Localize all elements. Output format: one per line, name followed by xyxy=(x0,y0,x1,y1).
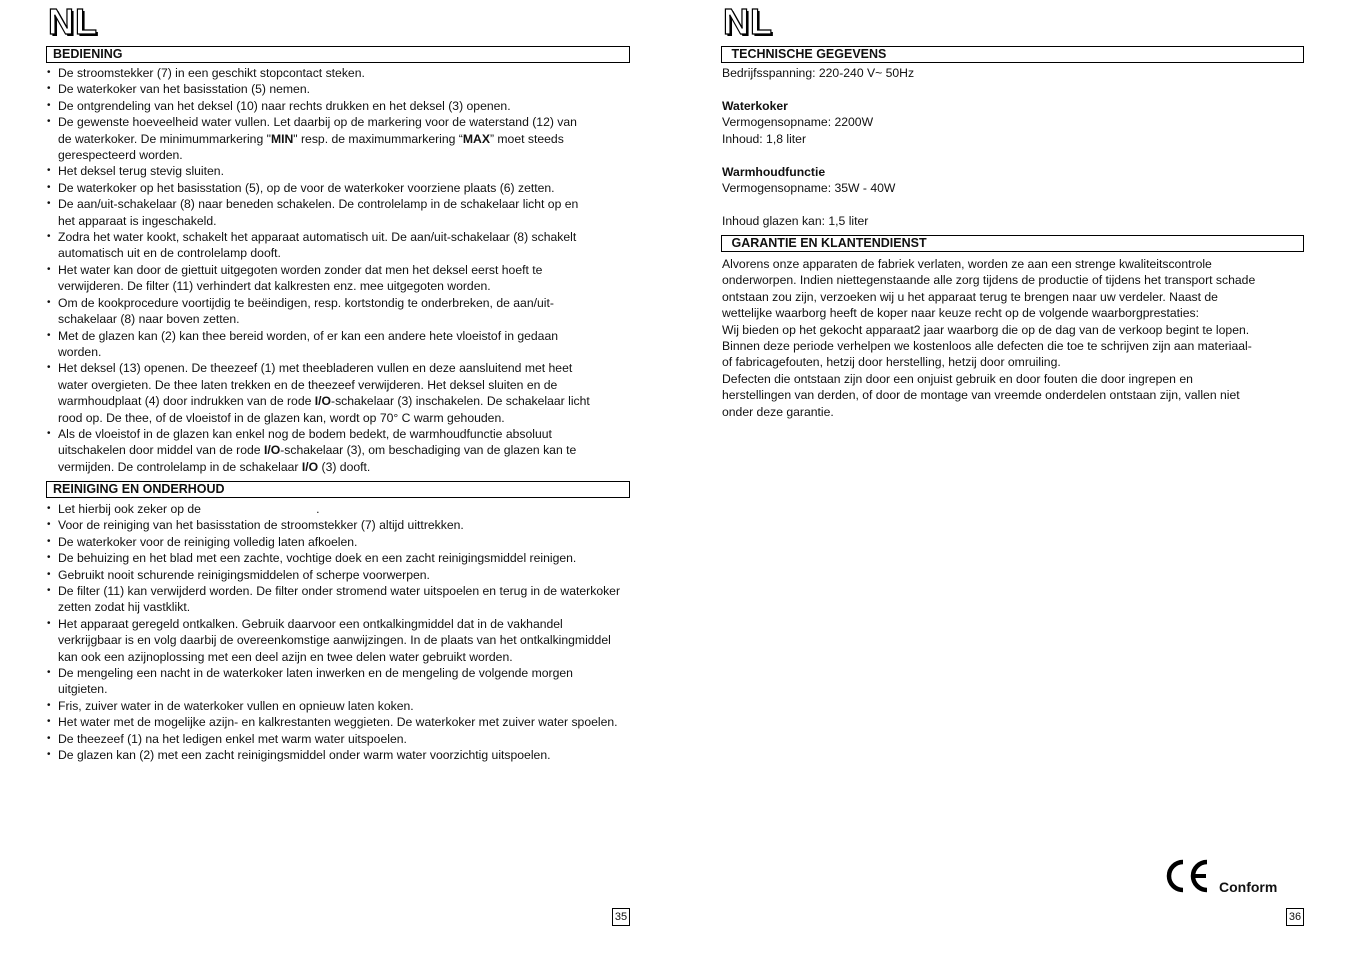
list-item: • De filter (11) kan verwijderd worden. De filter onder stromend water uitspoelen en terug in de waterkoker zetten zodat hij vastklikt. xyxy=(46,583,622,616)
page-number: 35 xyxy=(612,908,630,926)
list-item: • Het deksel terug stevig sluiten. xyxy=(46,163,630,179)
jug-capacity-text: Inhoud glazen kan: 1,5 liter xyxy=(722,214,869,228)
language-label: NL xyxy=(48,1,98,42)
section-heading-technische-gegevens: TECHNISCHE GEGEVENS xyxy=(721,46,1304,63)
section-heading-garantie: GARANTIE EN KLANTENDIENST xyxy=(721,235,1304,252)
list-item: • Het deksel (13) openen. De theezeef (1) met theebladeren vullen en deze aansluitend met heet water overgieten. De thee laten trekken en de theezeef verwijderen. Het deksel sluiten en de warmhoudplaat (4) door indrukken van de rode I/O-schakelaar (3) inschakelen. De schakelaar licht rood op. De thee, of de vloeistof in de glazen kan, wordt op 70° C warm gehouden. xyxy=(46,360,630,426)
page-left xyxy=(46,0,630,954)
list-item: • Als de vloeistof in de glazen kan enkel nog de bodem bedekt, de warmhoudfunctie absoluut uitschakelen door middel van de rode I/O-schakelaar (3), om beschadiging van de glazen kan te vermijden. De controlelamp in de schakelaar I/O (3) dooft. xyxy=(46,426,630,475)
list-item: • Het water kan door de giettuit uitgegoten worden zonder dat men het deksel eerst hoeft te verwijderen. De filter (11) verhindert dat kalkresten enz. mee uitgegoten worden. xyxy=(46,262,630,295)
ce-mark-icon xyxy=(1163,858,1213,894)
list-item: • De aan/uit-schakelaar (8) naar beneden schakelen. De controlelamp in de schakelaar licht op en het apparaat is ingeschakeld. xyxy=(46,196,630,229)
list-item: • De gewenste hoeveelheid water vullen. Let daarbij op de markering voor de waterstand (12) van de waterkoker. De minimummarkering "MIN" resp. de maximummarkering “MAX” moet steeds gerespecteerd worden. xyxy=(46,114,630,163)
garantie-line: Defecten die ontstaan zijn door een onjuist gebruik en door fouten die door ingrepen en xyxy=(722,371,1193,386)
list-item: • Het apparaat geregeld ontkalken. Gebruik daarvoor een ontkalkingmiddel dat in de vakhandel verkrijgbaar is en volg daarbij de overeenkomstige aanwijzingen. In de plaats van het ontkalkingmiddel kan ook een azijnoplossing met een deel azijn en twee delen water gebruikt worden. xyxy=(46,616,622,665)
list-item: • De waterkoker op het basisstation (5), op de voor de waterkoker voorziene plaats (6) zetten. xyxy=(46,180,630,196)
garantie-line: ontstaan zou zijn, verzoeken wij u het apparaat terug te brengen naar uw verdeler. Naast de xyxy=(722,289,1218,304)
list-item: • De glazen kan (2) met een zacht reinigingsmiddel onder warm water voorzichtig uitspoelen. xyxy=(46,747,622,763)
list-item: • Let hierbij ook zeker op de . xyxy=(46,501,622,517)
list-item: • Fris, zuiver water in de waterkoker vullen en opnieuw laten koken. xyxy=(46,698,622,714)
garantie-text xyxy=(722,256,1304,420)
list-item: • Om de kookprocedure voortijdig te beëindigen, resp. kortstondig te onderbreken, de aan/uit- schakelaar (8) naar boven zetten. xyxy=(46,295,630,328)
list-item: • De behuizing en het blad met een zachte, vochtige doek en een zacht reinigingsmiddel reinigen. xyxy=(46,550,622,566)
garantie-line: Alvorens onze apparaten de fabriek verlaten, worden ze aan een strenge kwaliteitscontrole xyxy=(722,257,1212,271)
garantie-line: herstellingen van derden, of door de montage van vreemde onderdelen ontstaan zijn, vallen niet xyxy=(722,388,1240,403)
section-heading-bediening: BEDIENING xyxy=(46,46,630,63)
page-right xyxy=(721,0,1304,954)
garantie-line: Wij bieden op het gekocht apparaat2 jaar waarborg die op de dag van de verkoop begint te lopen. xyxy=(722,322,1250,337)
list-item: • De theezeef (1) na het ledigen enkel met warm water uitspoelen. xyxy=(46,731,622,747)
voltage-text: Bedrijfsspanning: 220-240 V~ 50Hz xyxy=(722,66,915,80)
list-item: • De ontgrendeling van het deksel (10) naar rechts drukken en het deksel (3) openen. xyxy=(46,98,630,114)
list-item: • De waterkoker van het basisstation (5) nemen. xyxy=(46,81,630,97)
reiniging-list xyxy=(46,501,622,764)
list-item: • Gebruikt nooit schurende reinigingsmiddelen of scherpe voorwerpen. xyxy=(46,567,622,583)
list-item: • De stroomstekker (7) in een geschikt stopcontact steken. xyxy=(46,65,630,81)
warm-power-text: Vermogensopname: 35W - 40W xyxy=(722,181,896,195)
list-item: • Zodra het water kookt, schakelt het apparaat automatisch uit. De aan/uit-schakelaar (8) schakelt automatisch uit en de controlelamp dooft. xyxy=(46,229,630,262)
list-item: • Het water met de mogelijke azijn- en kalkrestanten weggieten. De waterkoker met zuiver water spoelen. xyxy=(46,714,622,730)
list-item: • Voor de reiniging van het basisstation de stroomstekker (7) altijd uittrekken. xyxy=(46,517,622,533)
conform-label: Conform xyxy=(1219,879,1278,895)
warm-function-heading: Warmhoudfunctie xyxy=(722,165,826,179)
garantie-line: onderworpen. Indien niettegenstaande alle zorg tijdens de productie of tijdens het transport schade xyxy=(722,273,1256,288)
kettle-capacity-text: Inhoud: 1,8 liter xyxy=(722,132,807,146)
kettle-power-text: Vermogensopname: 2200W xyxy=(722,115,874,129)
kettle-heading: Waterkoker xyxy=(722,99,788,113)
list-item: • De mengeling een nacht in de waterkoker laten inwerken en de mengeling de volgende morgen uitgieten. xyxy=(46,665,622,698)
list-item: • De waterkoker voor de reiniging volledig laten afkoelen. xyxy=(46,534,622,550)
garantie-line: wettelijke waarborg heeft de koper naar keuze recht op de volgende waarborgprestaties: xyxy=(722,306,1199,321)
bediening-list xyxy=(46,65,630,475)
section-heading-reiniging: REINIGING EN ONDERHOUD xyxy=(46,481,630,498)
garantie-line: onder deze garantie. xyxy=(722,404,834,419)
page-number: 36 xyxy=(1286,908,1304,926)
language-label: NL xyxy=(723,1,773,42)
garantie-line: of fabricagefouten, hetzij door herstelling, hetzij door omruiling. xyxy=(722,355,1061,370)
garantie-line: Binnen deze periode verhelpen we kostenloos alle defecten die toe te schrijven zijn aan materiaal- xyxy=(722,339,1252,354)
list-item: • Met de glazen kan (2) kan thee bereid worden, of er kan een andere hete vloeistof in gedaan worden. xyxy=(46,328,630,361)
